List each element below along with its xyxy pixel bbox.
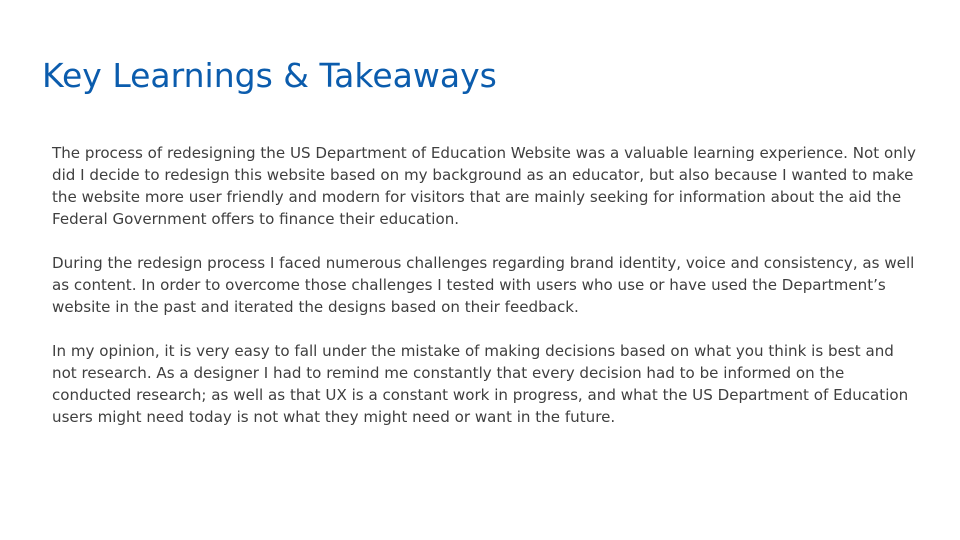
paragraph-1: The process of redesigning the US Department of Education Website was a valuable learning experience. Not only did I decide to redesign this website based on my background as an educator, but also because I wanted to make the website more user friendly and modern for visitors that are mainly seeking for information about the aid the Federal Government offers to finance their education.: [52, 144, 916, 228]
paragraph-3: In my opinion, it is very easy to fall under the mistake of making decisions based on what you think is best and not research. As a designer I had to remind me constantly that every decision had to be informed on the conducted research; as well as that UX is a constant work in progress, and what the US Department of Education users might need today is not what they might need or want in the future.: [52, 342, 909, 426]
slide-body: [52, 142, 922, 428]
paragraph-2: During the redesign process I faced numerous challenges regarding brand identity, voice and consistency, as well as content. In order to overcome those challenges I tested with users who use or have used the Department’s website in the past and iterated the designs based on their feedback.: [52, 254, 915, 316]
slide-title: Key Learnings & Takeaways: [42, 56, 497, 95]
